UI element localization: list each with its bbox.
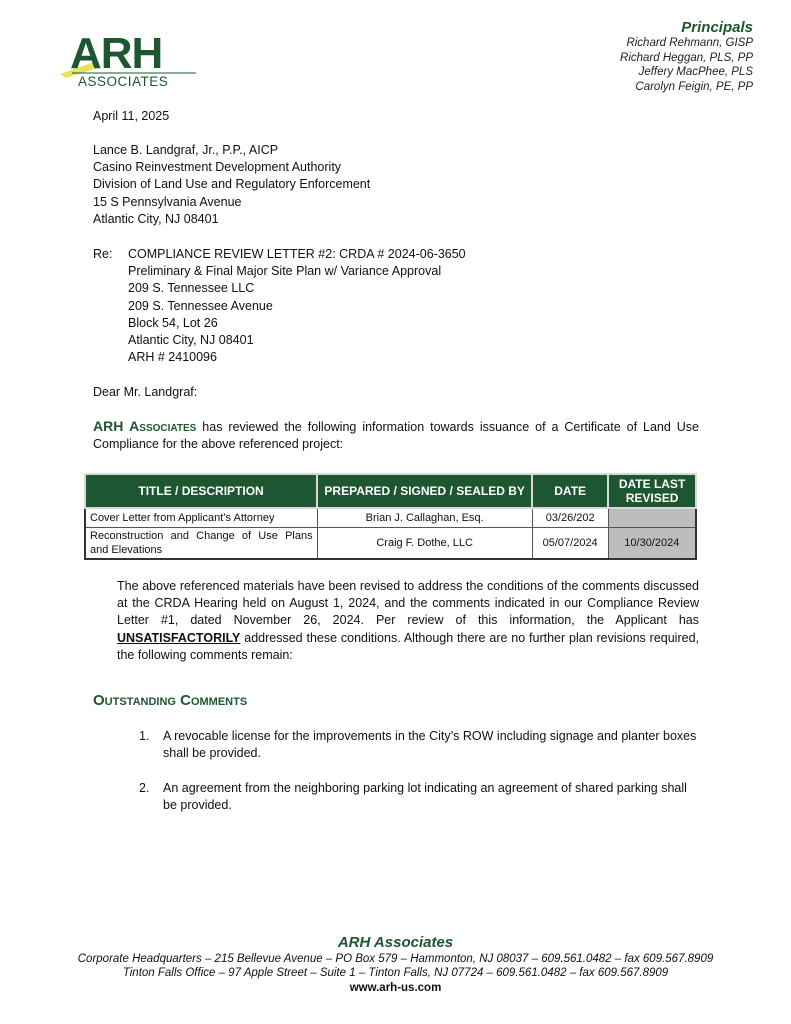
re-label: Re: xyxy=(93,247,113,261)
cell-title: Reconstruction and Change of Use Plans and Elevations xyxy=(85,528,317,560)
footer-hq-line: Corporate Headquarters – 215 Bellevue Avenue – PO Box 579 – Hammonton, NJ 08037 – 609.561.0482 – fax 609.567.8909 xyxy=(77,953,714,965)
address-line: Atlantic City, NJ 08401 xyxy=(93,211,219,226)
col-header-prepared: PREPARED / SIGNED / SEALED BY xyxy=(317,474,532,508)
letter-date: April 11, 2025 xyxy=(93,109,170,123)
address-line: 15 S Pennsylvania Avenue xyxy=(93,194,242,209)
subject-line: Preliminary & Final Major Site Plan w/ Variance Approval xyxy=(128,264,442,279)
footer xyxy=(0,934,791,996)
intro-paragraph xyxy=(93,418,699,453)
subject-line: Atlantic City, NJ 08401 xyxy=(128,333,254,348)
item-number: 1. xyxy=(139,729,150,743)
subject-line: 209 S. Tennessee Avenue xyxy=(128,298,273,313)
cell-date: 05/07/2024 xyxy=(532,528,608,560)
address-line: Division of Land Use and Regulatory Enforcement xyxy=(93,177,371,192)
principals-block xyxy=(620,20,753,94)
subject-line: ARH # 2410096 xyxy=(128,350,217,365)
svg-text:ASSOCIATES: ASSOCIATES xyxy=(78,74,169,89)
item-text: An agreement from the neighboring parking lot indicating an agreement of shared parking shall be provided. xyxy=(163,781,687,813)
col-header-revised: DATE LAST REVISED xyxy=(608,474,696,508)
subject-block xyxy=(128,246,466,366)
subject-line: COMPLIANCE REVIEW LETTER #2: CRDA # 2024-06-3650 xyxy=(128,247,466,261)
subject-line: 209 S. Tennessee LLC xyxy=(128,281,255,296)
col-header-date: DATE xyxy=(532,474,608,508)
recipient-address xyxy=(93,142,370,228)
principal-name: Carolyn Feigin, PE, PP xyxy=(635,80,753,93)
para-text: addressed these conditions. Although there are no further plan revisions required, the following comments remain: xyxy=(117,630,699,662)
svg-text:ARH: ARH xyxy=(70,29,163,78)
documents-table xyxy=(84,473,697,560)
cell-date: 03/26/202 xyxy=(532,508,608,528)
salutation: Dear Mr. Landgraf: xyxy=(93,385,198,399)
intro-text: has reviewed the following information towards issuance of a Certificate of Land Use Compliance for the above referenced project: xyxy=(93,420,699,452)
col-header-title: TITLE / DESCRIPTION xyxy=(85,474,317,508)
status-emphasis: UNSATISFACTORILY xyxy=(117,630,241,645)
cell-revised xyxy=(608,508,696,528)
footer-firm: ARH Associates xyxy=(337,934,454,951)
para-text: The above referenced materials have been revised to address the conditions of the comments discussed at the CRDA Hearing held on August 1, 2024, and the comments indicated in our Compliance Review Letter #1, dated November 26, 2024. Per review of this information, the Applicant has xyxy=(117,579,699,628)
principal-name: Jeffery MacPhee, PLS xyxy=(638,66,753,78)
section-heading: Outstanding Comments xyxy=(93,692,248,709)
address-line: Casino Reinvestment Development Authority xyxy=(93,160,342,175)
cell-title: Cover Letter from Applicant’s Attorney xyxy=(85,508,317,528)
footer-website-link[interactable]: www.arh-us.com xyxy=(349,982,442,994)
principal-name: Richard Rehmann, GISP xyxy=(626,37,753,49)
subject-line: Block 54, Lot 26 xyxy=(128,315,218,330)
cell-revised: 10/30/2024 xyxy=(608,528,696,560)
item-text: A revocable license for the improvements in the City’s ROW including signage and planter boxes shall be provided. xyxy=(163,729,697,761)
principals-title: Principals xyxy=(681,19,753,36)
table-row xyxy=(85,528,696,560)
footer-office-line: Tinton Falls Office – 97 Apple Street – Suite 1 – Tinton Falls, NJ 07724 – 609.561.0482 – fax 609.567.8909 xyxy=(122,967,669,979)
cell-prepared: Brian J. Callaghan, Esq. xyxy=(317,508,532,528)
arh-logo xyxy=(60,28,200,90)
item-number: 2. xyxy=(139,781,150,795)
address-line: Lance B. Landgraf, Jr., P.P., AICP xyxy=(93,143,279,157)
principal-name: Richard Heggan, PLS, PP xyxy=(620,51,753,64)
table-header-row xyxy=(85,474,696,508)
firm-name-inline: ARH Associates xyxy=(93,418,197,434)
cell-prepared: Craig F. Dothe, LLC xyxy=(317,528,532,560)
table-row xyxy=(85,508,696,528)
review-paragraph xyxy=(117,578,699,664)
